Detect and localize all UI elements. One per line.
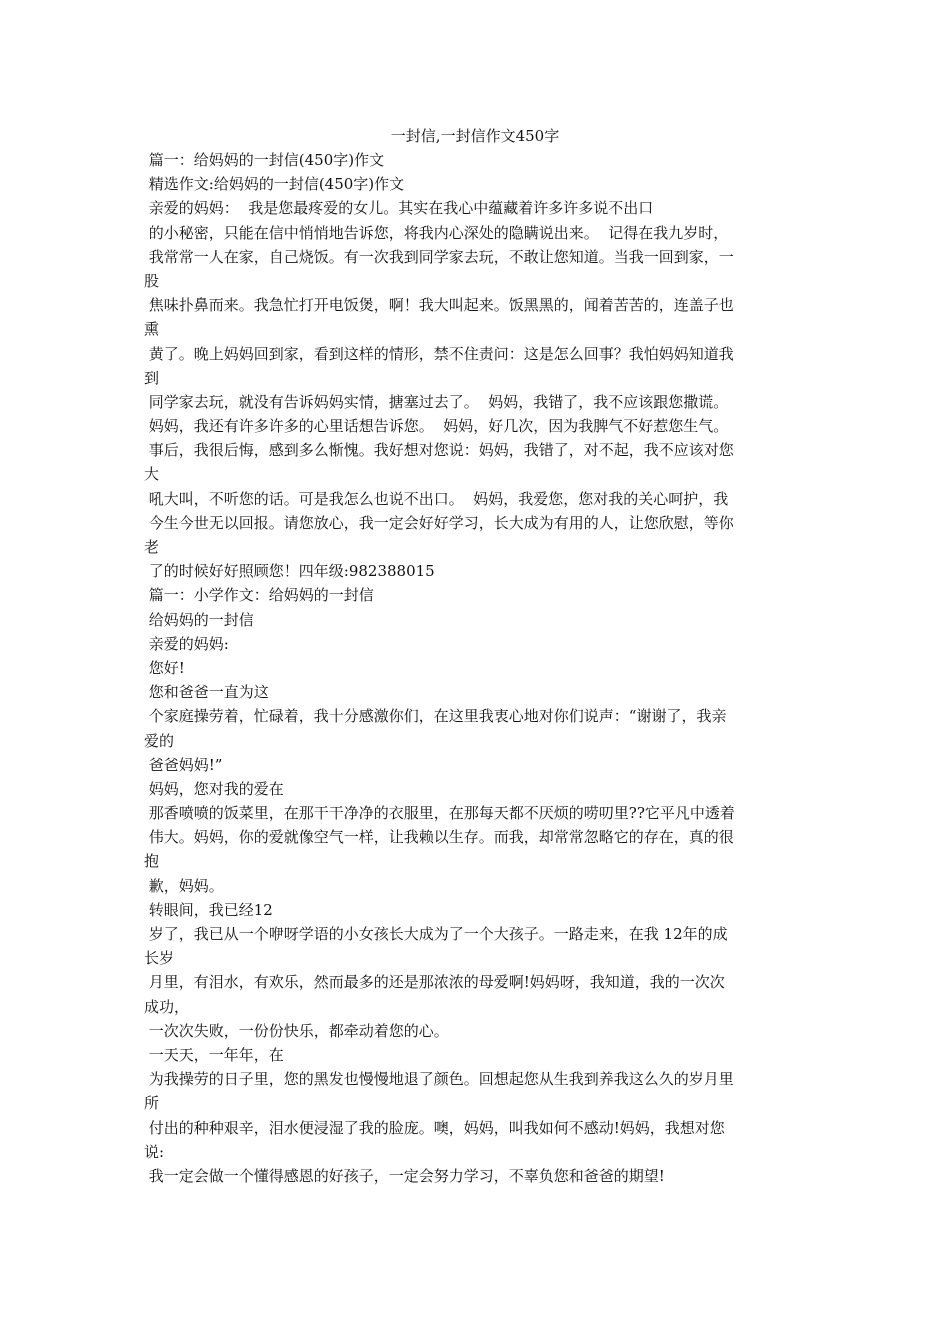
text-line: 转眼间，我已经12 <box>144 900 273 919</box>
text-line: 那香喷喷的饭菜里，在那干干净净的衣服里，在那每天都不厌烦的唠叨里??它平凡中透着 <box>144 804 735 823</box>
text-line: 为我操劳的日子里，您的黑发也慢慢地退了颜色。回想起您从生我到养我这么久的岁月里 <box>144 1070 734 1089</box>
text-line: 一次次失败，一份份快乐，都牵动着您的心。 <box>144 1021 449 1040</box>
text-line: 成功， <box>144 997 190 1016</box>
document-body <box>144 148 816 1188</box>
text-line: 我一定会做一个懂得感恩的好孩子，一定会努力学习，不辜负您和爸爸的期望! <box>144 1166 665 1185</box>
text-line: 爱的 <box>144 731 175 750</box>
text-line: 熏 <box>144 320 160 339</box>
text-line: 了的时候好好照顾您！四年级:982388015 <box>144 562 435 581</box>
text-line: 同学家去玩，就没有告诉妈妈实情，搪塞过去了。 妈妈，我错了，我不应该跟您撒谎。 <box>144 392 729 411</box>
text-line: 抱 <box>144 852 160 871</box>
text-line: 妈妈，您对我的爱在 <box>144 779 284 798</box>
text-line: 到 <box>144 368 160 387</box>
text-line: 精选作文:给妈妈的一封信(450字)作文 <box>144 175 405 194</box>
text-line: 我常常一人在家，自己烧饭。有一次我到同学家去玩，不敢让您知道。当我一回到家，一 <box>144 247 734 266</box>
text-line: 个家庭操劳着，忙碌着，我十分感激你们，在这里我衷心地对你们说声：“谢谢了，我亲 <box>144 707 727 726</box>
text-line: 爸爸妈妈!” <box>144 755 223 774</box>
text-line: 长岁 <box>144 949 175 968</box>
text-line: 妈妈，我还有许多许多的心里话想告诉您。 妈妈，好几次，因为我脾气不好惹您生气。 <box>144 417 729 436</box>
text-line: 事后，我很后悔，感到多么惭愧。我好想对您说：妈妈，我错了，对不起，我不应该对您 <box>144 441 734 460</box>
text-line: 的小秘密，只能在信中悄悄地告诉您，将我内心深处的隐瞒说出来。 记得在我九岁时， <box>144 223 729 242</box>
text-line: 您和爸爸一直为这 <box>144 683 269 702</box>
text-line: 您好! <box>144 658 185 677</box>
document-title: 一封信,一封信作文450字 <box>390 127 560 145</box>
text-line: 岁了，我已从一个咿呀学语的小女孩长大成为了一个大孩子。一路走来，在我 12年的成 <box>144 925 728 943</box>
text-line: 股 <box>144 271 160 290</box>
text-line: 黄了。晚上妈妈回到家，看到这样的情形，禁不住责问：这是怎么回事？我怕妈妈知道我 <box>144 344 734 363</box>
text-line: 给妈妈的一封信 <box>144 610 254 629</box>
text-line: 伟大。妈妈，你的爱就像空气一样，让我赖以生存。而我，却常常忽略它的存在，真的很 <box>144 828 734 847</box>
text-line: 月里，有泪水，有欢乐，然而最多的还是那浓浓的母爱啊!妈妈呀，我知道，我的一次次 <box>144 973 725 992</box>
text-line: 亲爱的妈妈: <box>144 634 229 653</box>
text-line: 今生今世无以回报。请您放心，我一定会好好学习，长大成为有用的人，让您欣慰，等你 <box>144 513 734 532</box>
text-line: 吼大叫，不听您的话。可是我怎么也说不出口。 妈妈，我爱您，您对我的关心呵护，我 <box>144 489 729 508</box>
text-line: 老 <box>144 538 160 556</box>
text-line: 一天天，一年年，在 <box>144 1045 284 1064</box>
text-line: 焦味扑鼻而来。我急忙打开电饭煲，啊！我大叫起来。饭黑黑的，闻着苦苦的，连盖子也 <box>144 296 734 315</box>
text-line: 说: <box>144 1142 165 1161</box>
text-line: 篇一：给妈妈的一封信(450字)作文 <box>144 151 385 169</box>
text-line: 亲爱的妈妈： 我是您最疼爱的女儿。其实在我心中蕴藏着许多许多说不出口 <box>144 199 654 218</box>
text-line: 篇一：小学作文：给妈妈的一封信 <box>144 586 374 605</box>
text-line: 大 <box>144 465 160 484</box>
text-line: 所 <box>144 1094 160 1113</box>
text-line: 付出的种种艰辛，泪水便浸湿了我的脸庞。噢，妈妈，叫我如何不感动!妈妈，我想对您 <box>144 1118 725 1137</box>
text-line: 歉，妈妈。 <box>144 876 224 895</box>
